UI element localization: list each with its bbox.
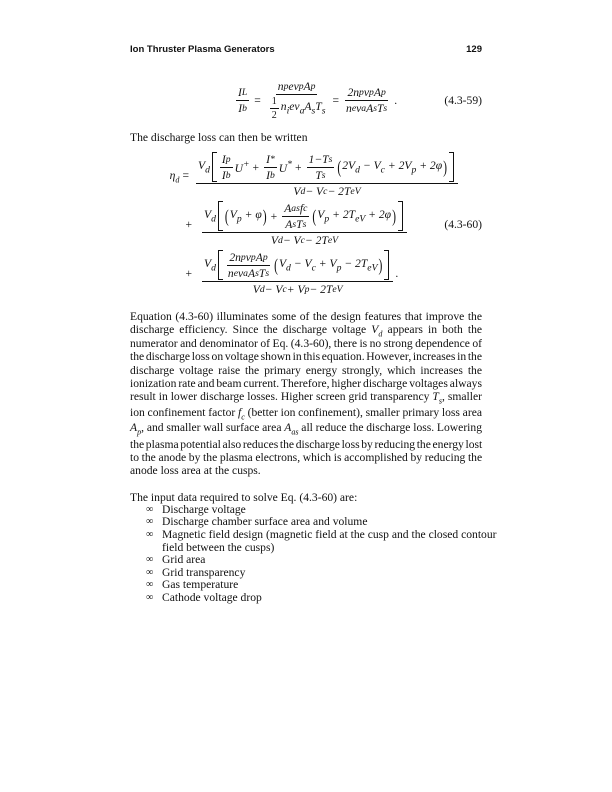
math-ap: $A_p$ [130,421,142,437]
equation-4-3-60-term-3: $V_d$ 2n p v p A p n e v a A s T s ( $V_d - V_c + V_p - 2T_{eV}$ ) V d − V c + V p − 2T eV . [204,250,399,296]
text: , and smaller wall surface area [141,421,285,435]
intro-text: The discharge loss can then be written [130,131,308,144]
term-denominator: V d − V c − 2T eV [270,234,339,247]
frac-num: I p [221,152,231,166]
math-ts: $T_s$ [432,390,442,406]
list-item-text: Grid transparency [162,565,246,579]
term-denominator: V d − V c − 2T eV [293,185,361,198]
period: . [395,266,399,280]
eq-mid-denominator: $n_iev_aA_sT_s$ [280,100,326,117]
plus: + [252,160,260,174]
frac-num: A as f c [284,201,308,215]
list-item-text: Magnetic field design (magnetic field at the cusp and the closed contour [162,528,497,542]
infinity-bullet-icon: ∞ [146,592,154,604]
text: the discharge loss on voltage shown in this equation. However, increases in the [130,350,482,364]
half-num: 1 [271,96,277,107]
frac-num: 1−T s [308,152,333,166]
text: anode loss area at the cusps. [130,464,261,478]
running-header [130,44,482,56]
paragraph-line [130,377,482,390]
term-denominator: V d − V c + V p − 2T eV [252,283,343,296]
infinity-bullet-icon: ∞ [146,516,154,528]
frac-den: n e v a A s T s [227,266,270,280]
text: , smaller [442,390,482,404]
paren-expr: $V_p + \varphi$ [229,207,262,225]
equation-label-4-3-60: (4.3-60) [444,217,482,231]
infinity-bullet-icon: ∞ [146,566,154,578]
right-bracket [449,152,454,182]
plus-sign: + [185,217,192,231]
paragraph-line [130,337,482,350]
eta-d-lhs [130,169,194,182]
list-item-text: Gas temperature [162,578,239,592]
text: ion confinement factor [130,405,239,419]
equation-4-3-60-term-3-row [130,250,482,296]
page [130,44,497,605]
eq-rhs-numerator: 2n p v p A p [347,86,386,99]
equation-4-3-60-term-1: $V_d$ I p I b U+ + I * I b U* + 1−T s T s ( $2V_d - V_c + 2V_p + 2\varphi$ ) V d − V c − 2T eV [194,152,460,198]
u-plus: U+ [234,159,250,175]
text: ionization rate and beam current. Therefore, higher discharge voltages always [130,377,482,391]
text: result in lower discharge losses. Higher screen grid transparency [130,390,433,404]
period: . [394,94,398,107]
list-item [130,554,482,567]
equals-sign: = [182,168,189,182]
frac-den: T s [315,168,326,182]
left-bracket [218,201,223,231]
right-bracket [384,250,389,280]
running-header-title: Ion Thruster Plasma Generators [130,44,275,55]
paragraph-line [130,323,483,339]
text: Equation (4.3-60) illuminates some of the design features that improve the [130,310,482,323]
page-number: 129 [466,44,482,55]
frac-num: I * [266,152,275,166]
text: (better ion confinement), smaller primary loss area [244,405,482,419]
math-aas: $A_{as}$ [284,421,299,437]
math-vd: $V_d$ [371,323,383,339]
math-fc: $f_c$ [238,405,245,422]
paren-expr: $2V_d - V_c + 2V_p + 2\varphi$ [342,158,443,176]
equation-4-3-59-row [130,80,482,121]
paren-expr: $V_p + 2T_{eV} + 2\varphi$ [317,207,392,225]
eq-lhs-numerator: I L [238,86,248,99]
list-item-text: Grid area [162,553,206,567]
infinity-bullet-icon: ∞ [146,579,154,591]
frac-den: A s T s [285,217,307,231]
half-den: 2 [271,110,277,121]
vd: $V_d$ [198,158,210,176]
frac-den: I b [266,168,275,182]
paragraph-line [130,364,482,377]
text: all reduce the discharge loss. Lowering [298,421,482,435]
eq-rhs-denominator: n e v a A s T s [346,102,388,115]
paragraph-line [130,390,482,406]
u-star: U* [278,159,292,175]
paragraph-line [130,350,482,363]
equals-sign: = [332,94,340,107]
infinity-bullet-icon: ∞ [146,554,154,566]
equation-4-3-59 [234,80,397,121]
plus: + [294,160,302,174]
paragraph-line [130,421,482,437]
eta-d: $\eta_d$ [169,168,180,184]
text: to the anode by the plasma electrons, which is accomplished by reducing the [130,451,483,465]
equation-4-3-60-term-2-row [130,201,482,247]
equation-label-4-3-59: (4.3-59) [444,94,482,107]
plus-sign: + [185,266,192,280]
text: discharge efficiency. Since the discharge voltage [130,323,372,337]
plus: + [270,209,278,223]
paragraph-line [130,464,482,477]
text: numerator and denominator of Eq. (4.3-60), there is no strong dependence of [130,336,482,350]
list-item-text: Discharge chamber surface area and volume [162,515,368,529]
right-bracket [398,201,403,231]
frac-num: 2n p v p A p [229,250,268,264]
paragraph-line [130,438,482,451]
paragraph-line [130,310,482,323]
list-item-text: field between the cusps) [162,540,275,554]
vd: $V_d$ [204,256,216,274]
paren-expr: $V_d - V_c + V_p - 2T_{eV}$ [278,256,378,274]
list-item [130,592,482,605]
paragraph-line [130,451,482,464]
text: discharge voltage raise the primary energy strongly, which increases the [130,363,482,377]
equation-4-3-60-term-2: $V_d$ ( $V_p + \varphi$ ) + A as f c A s T s ( $V_p + 2T_{eV} + 2\varphi$ ) V d − V c − 2T eV [200,201,409,247]
left-bracket [218,250,223,280]
input-list-intro: The input data required to solve Eq. (4.3-60) are: [130,490,358,504]
text: the plasma potential also reduces the discharge loss by reducing the energy lost [130,437,483,451]
infinity-bullet-icon: ∞ [146,503,154,515]
input-data-list [130,502,497,605]
equation-4-3-60-term-1-row [130,152,482,198]
body-paragraph [130,310,482,478]
list-item-text: Cathode voltage drop [162,591,262,605]
left-bracket [212,152,217,182]
infinity-bullet-icon: ∞ [146,529,154,541]
text: appears in both the [382,323,483,337]
eq-mid-numerator: n p ev p A p [277,80,316,93]
frac-den: I b [221,168,231,182]
list-item-text: Discharge voltage [162,502,246,516]
equation-4-3-60 [130,152,482,296]
eq-lhs-denominator: I b [238,102,247,115]
vd: $V_d$ [204,207,216,225]
paragraph-line [130,405,482,422]
equals-sign: = [254,94,261,107]
list-item [130,528,497,542]
